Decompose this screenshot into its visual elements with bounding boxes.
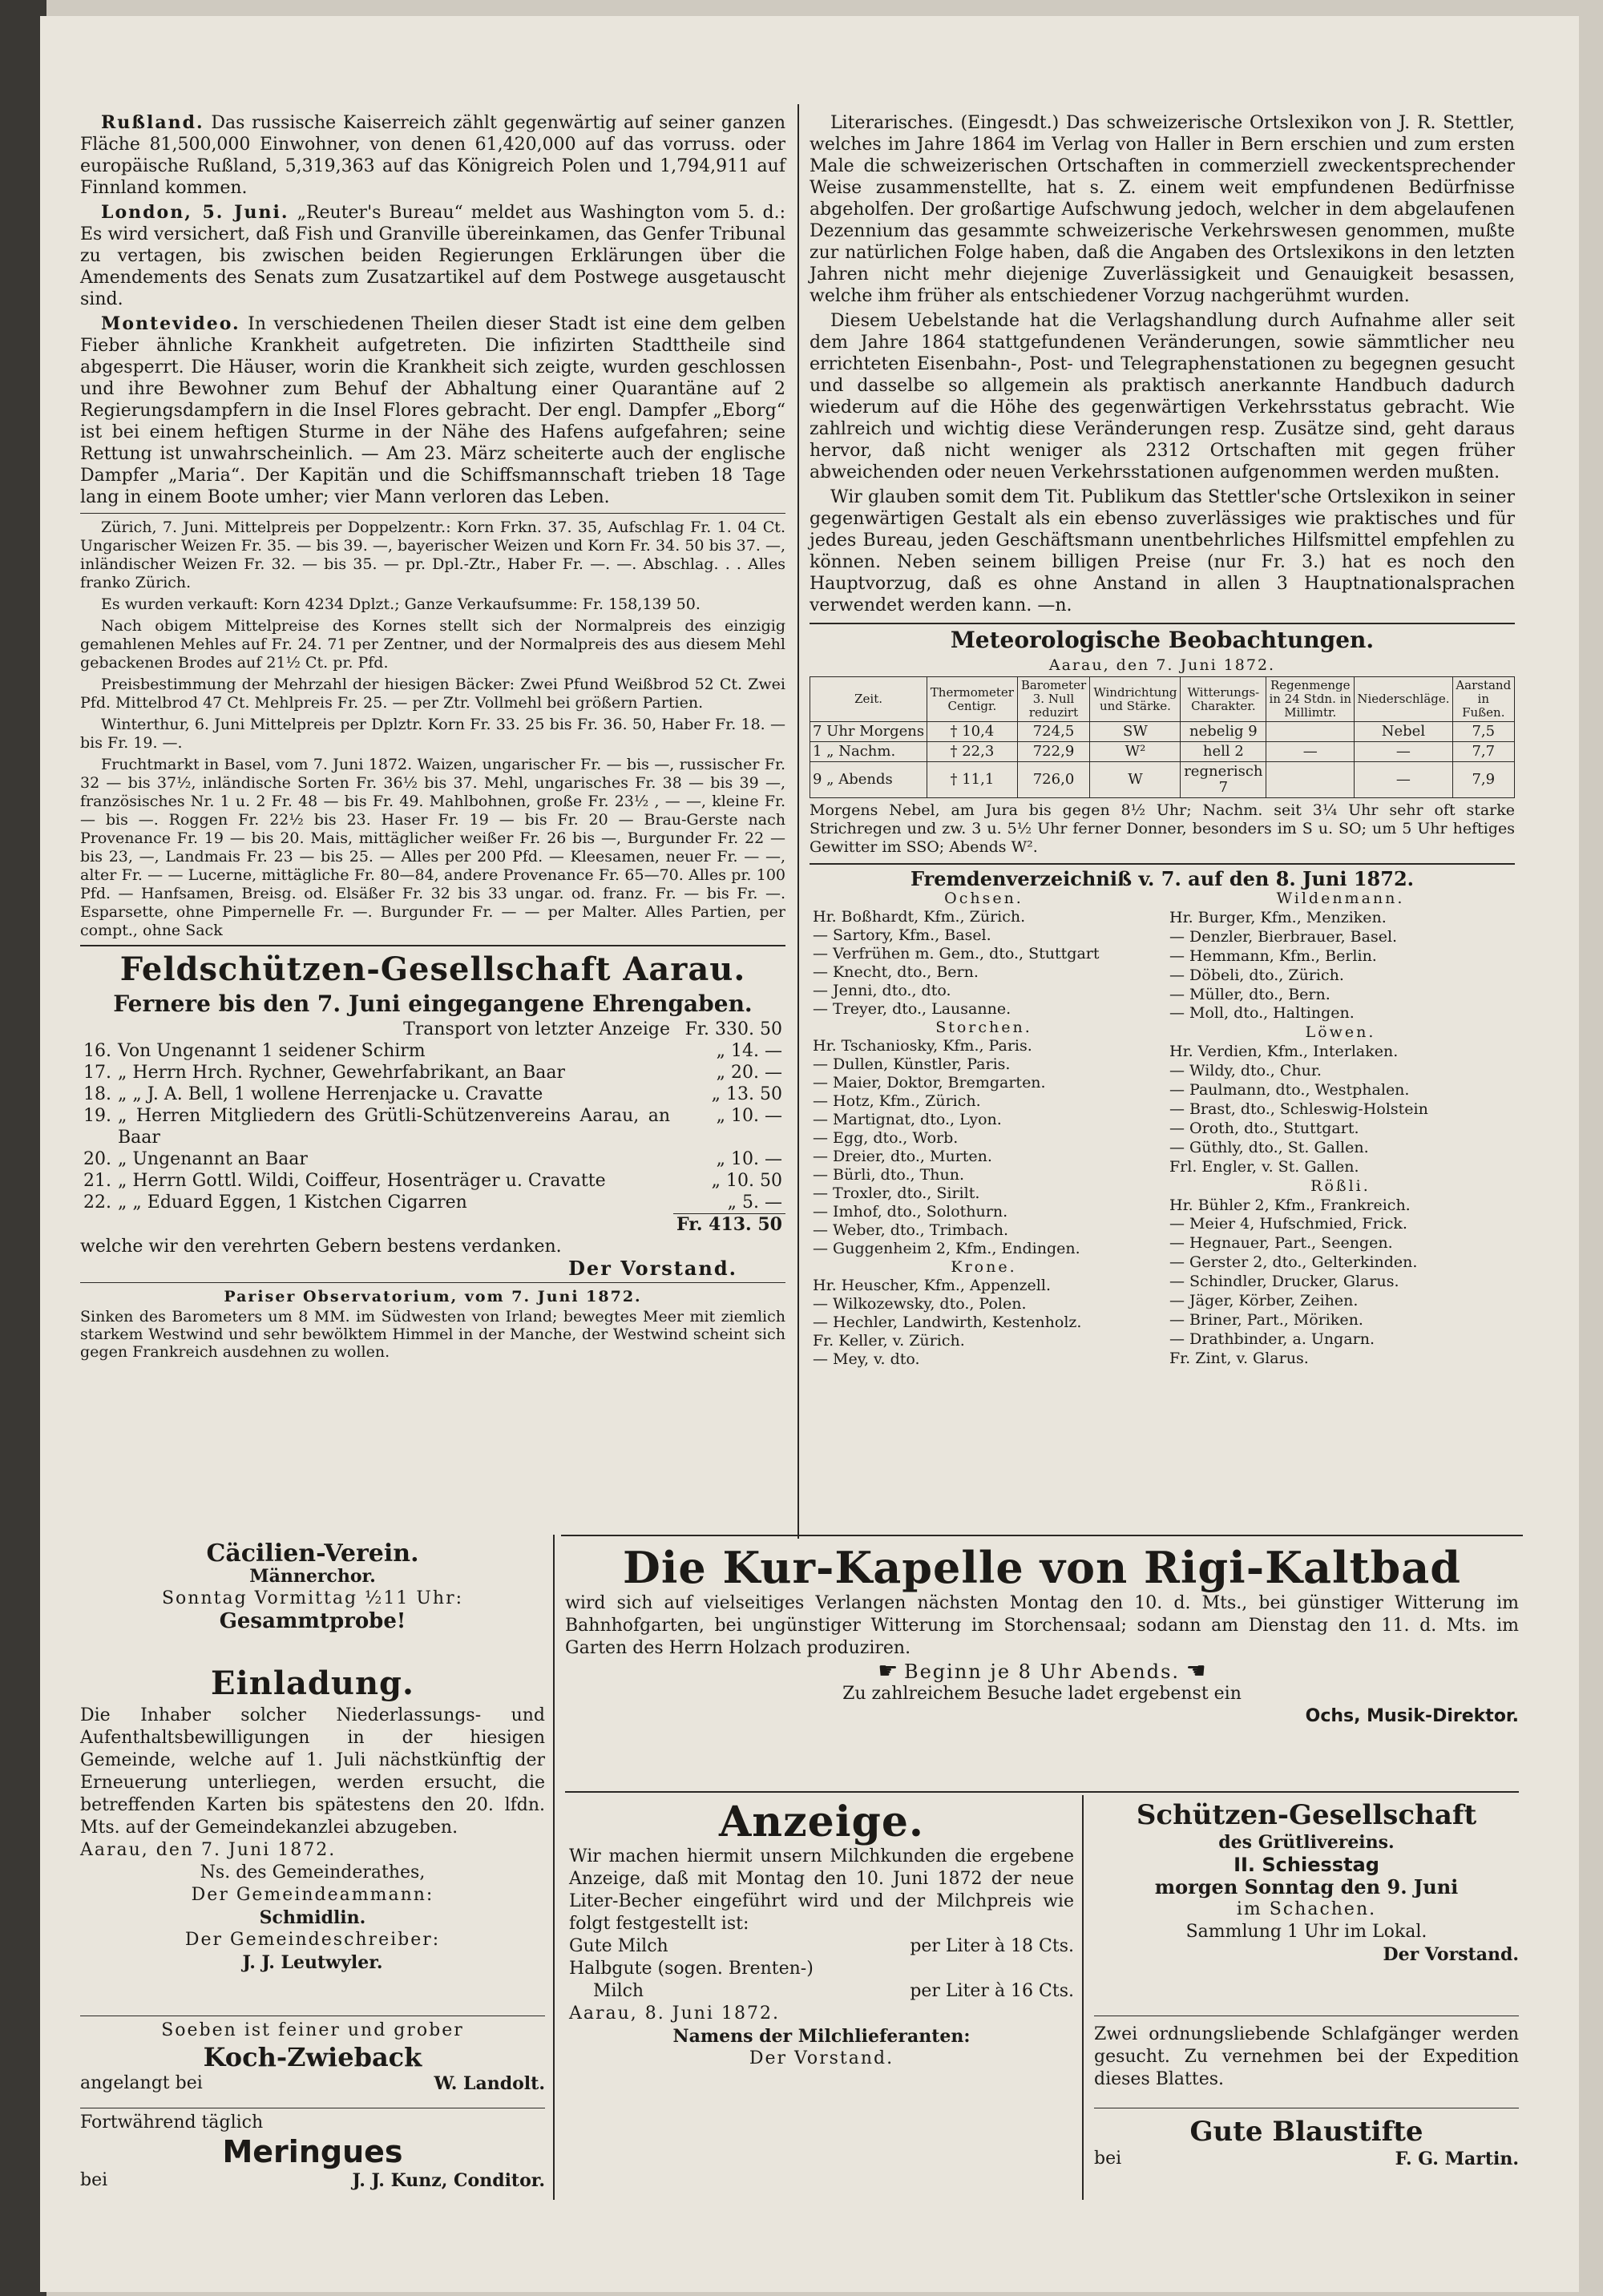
list-item: Hr. Heuscher, Kfm., Appenzell. (813, 1277, 1051, 1294)
einladung-role1: Der Gemeindeammann: (191, 1885, 434, 1905)
zwieback-line: Soeben ist feiner und grober (161, 2020, 464, 2040)
schuetzen-when: morgen Sonntag den 9. Juni (1154, 1875, 1459, 1899)
list-item: — Hechler, Landwirth, Kestenholz. (813, 1313, 1082, 1331)
list-item: Hr. Tschaniosky, Kfm., Paris. (813, 1037, 1032, 1055)
feld-title: Feldschützen-Gesellschaft Aarau. (119, 950, 746, 988)
paris-title: Pariser Observatorium, vom 7. Juni 1872. (224, 1288, 642, 1305)
list-item: — Briner, Part., Möriken. (1169, 1310, 1363, 1329)
list-item: — Drathbinder, a. Ungarn. (1169, 1330, 1375, 1348)
list-item: — Imhof, dto., Solothurn. (813, 1203, 1008, 1221)
table-row: 1 „ Nachm. † 22,3 722,9 W² hell 2 — — 7,7 (810, 742, 1515, 762)
schlaf-ad (1094, 2024, 1519, 2091)
list-item: — Weber, dto., Trimbach. (813, 1221, 1009, 1239)
list-item: — Maier, Doktor, Bremgarten. (813, 1074, 1046, 1092)
list-item: — Güthly, dto., St. Gallen. (1169, 1138, 1369, 1156)
meteo-subtitle: Aarau, den 7. Juni 1872. (1048, 656, 1276, 674)
list-item: — Denzler, Bierbrauer, Basel. (1169, 927, 1398, 946)
fremden-title: Fremdenverzeichniß v. 7. auf den 8. Juni 1872. (911, 867, 1414, 890)
feld-thanks: welche wir den verehrten Gebern bestens verdanken. (80, 1237, 562, 1257)
news-london: London, 5. Juni. „Reuter's Bureau“ meldet aus Washington vom 5. d.: Es wird versichert, daß Fish und Granville übereinkamen, das Genfer Tribunal zu vertagen, bis zwischen beiden Regierungen Erklärungen über die Amendements des Senats zum Zusatzartikel auf dem Postwege ausgetauscht sind. (80, 202, 785, 309)
news-montevideo: Montevideo. In verschiedenen Theilen dieser Stadt ist eine dem gelben Fieber ähnliche Krankheit aufgetreten. Die infizirten Stadttheile sind abgesperrt. Die Häuser, worin die Krankheit sich zeigte, wurden geschlossen und ihre Bewohner zum Behuf der Abhaltung einer Quarantäne auf 2 Regierungsdampfern in die Insel Flores gebracht. Der engl. Dampfer „Eborg“ ist bei einem heftigen Sturme in der Nähe des Hafens aufgefahren; seine Rettung ist unwahrscheinlich. — Am 23. März scheiterte auch der englische Dampfer „Maria“. Der Kapitän und die Schiffsmannschaft trieben 18 Tage lang in einem Boote umher; vier Mann verloren das Leben. (80, 313, 786, 507)
meringues-ad (80, 2112, 545, 2192)
market-sales: Es wurden verkauft: Korn 4234 Dplzt.; Ganze Verkaufsumme: Fr. 158,139 50. (101, 595, 701, 613)
table-row: 22. „ „ Eduard Eggen, 1 Kistchen Cigarren „ 5. — (83, 1192, 782, 1213)
caecilien-sub: Männerchor. (249, 1566, 376, 1587)
milk-title: Anzeige. (718, 1798, 925, 1846)
schuetzen-ad (1094, 1799, 1519, 1966)
list-item: — Egg, dto., Worb. (813, 1129, 959, 1147)
kurkapelle-begin: Beginn je 8 Uhr Abends. (903, 1660, 1181, 1683)
einladung-by: Ns. des Gemeinderathes, (200, 1862, 426, 1882)
list-item: — Bürli, dto., Thun. (813, 1166, 964, 1184)
meteo-table (810, 676, 1515, 798)
blau-ad (1094, 2116, 1519, 2170)
einladung-name2: J. J. Leutwyler. (242, 1952, 383, 1973)
list-item: — Verfrühen m. Gem., dto., Stuttgart (813, 945, 1100, 962)
einladung-role2: Der Gemeindeschreiber: (184, 1930, 441, 1950)
list-item: — Wildy, dto., Chur. (1169, 1062, 1322, 1080)
blau-seller: F. G. Martin. (1395, 2149, 1519, 2169)
schlaf-text: Zwei ordnungsliebende Schlafgänger werden gesucht. Zu vernehmen bei der Expedition dieses Blattes. (1094, 2024, 1519, 2089)
table-row: 9 „ Abends † 11,1 726,0 W regnerisch 7 — 7,9 (810, 762, 1515, 798)
market-winterthur: Winterthur, 6. Juni Mittelpreis per Dplztr. Korn Fr. 33. 25 bis Fr. 36. 50, Haber Fr. 18. — bis Fr. 19. —. (80, 716, 785, 752)
schuetzen-meet: Sammlung 1 Uhr im Lokal. (1185, 1922, 1427, 1942)
list-item: — Treyer, dto., Lausanne. (813, 1000, 1011, 1018)
list-item: — Meier 4, Hufschmied, Frick. (1169, 1215, 1407, 1233)
list-item: — Gerster 2, dto., Gelterkinden. (1169, 1253, 1418, 1272)
fremden-right (1166, 890, 1515, 1369)
milk-text: Wir machen hiermit unsern Milchkunden die ergebene Anzeige, daß mit Montag den 10. Juni 1872 der neue Liter-Becher eingeführt wird und der Milchpreis wie folgt festgestellt ist: (569, 1846, 1074, 1934)
zwieback-product: Koch-Zwieback (203, 2042, 422, 2072)
list-item: — Hemmann, Kfm., Berlin. (1169, 946, 1377, 965)
list-item: — Jenni, dto., dto. (813, 982, 951, 999)
pointing-hand-icon: ☛ (878, 1657, 898, 1684)
list-item: — Martignat, dto., Lyon. (813, 1111, 1002, 1128)
list-item: — Schindler, Drucker, Glarus. (1169, 1273, 1399, 1291)
caecilien-line: Sonntag Vormittag ½11 Uhr: (161, 1588, 464, 1608)
list-item: — Jäger, Körber, Zeihen. (1169, 1292, 1359, 1310)
einladung-title: Einladung. (211, 1664, 414, 1702)
market-basel: Fruchtmarkt in Basel, vom 7. Juni 1872. Waizen, ungarischer Fr. — bis —, russischer Fr. 32 — bis 37½, inländische Sorten Fr. 36½ bis 37. Mehl, ungarisches Fr. 38 — bis 39 —, französisches Nr. 1 u. 2 Fr. 48 — bis Fr. 49. Mahlbohnen, große Fr. 23½ , — —, kleine Fr. — bis —. Roggen Fr. 22½ bis 23. Haser Fr. 19 — bis Fr. 20 — Brau-Gerste nach Provenance Fr. 19 — bis 20. Mais, mittäglicher weißer Fr. 26 bis —, Burgunder Fr. 22 — bis 23, —, Landmais Fr. 23 — bis 25. — Alles per 200 Pfd. — Kleesamen, neuer Fr. — —, alter Fr. — — Lucerne, mittägliche Fr. 80—84, andere Provenance Fr. 65—70. Alles pr. 100 Pfd. — Hanfsamen, Breisg. od. Elsäßer Fr. 32 bis 33 ungar. od. franz. Fr. — bis Fr. —. Esparsette, ohne Pimpernelle Fr. —. Burgunder Fr. — — per Malter. Alles Partien, per compt., ohne Sack (80, 756, 785, 939)
paris-text: Sinken des Barometers um 8 MM. im Südwesten von Irland; bewegtes Meer mit ziemlich starkem Westwind und sehr bewölktem Himmel in der Manche, der Westwind scheint sich gegen Frankreich ausdehnen zu wollen. (80, 1308, 785, 1361)
kurkapelle-title: Die Kur-Kapelle von Rigi-Kaltbad (622, 1542, 1461, 1593)
milk-by: Namens der Milchlieferanten: (672, 2026, 971, 2047)
table-row: Transport von letzter Anzeige Fr. 330. 50 (403, 1019, 782, 1039)
table-row: 19. „ Herren Mitgliedern des Grütli-Schützenvereins Aarau, an Baar „ 10. — (83, 1106, 782, 1148)
einladung-ad (80, 1663, 545, 1974)
list-item: Hr. Verdien, Kfm., Interlaken. (1169, 1043, 1399, 1061)
milk-price-label: Gute Milch (569, 1936, 668, 1956)
list-item: Fr. Zint, v. Glarus. (1169, 1349, 1309, 1367)
kurkapelle-ad (565, 1543, 1519, 1728)
list-heading: Storchen. (935, 1019, 1032, 1036)
milk-price: per Liter à 18 Cts. (910, 1936, 1074, 1956)
zwieback-seller: W. Landolt. (434, 2073, 545, 2094)
literary-notice-3: Wir glauben somit dem Tit. Publikum das Stettler'sche Ortslexikon in seiner gegenwärtigen Gestalt als ein ebenso zuverlässiges wie praktisches und für jedes Bureau, jeden Geschäftsmann unentbehrliches Hilfsmittel empfehlen zu können. Neben seinem billigen Preise (nur Fr. 3.) hat es noch den Hauptvorzug, daß es ohne Anstand in allen 3 Hauptnationalsprachen verwendet werden kann. —n. (810, 487, 1515, 615)
list-heading: Rößli. (1310, 1176, 1371, 1195)
table-row: 20. „ Ungenannt an Baar „ 10. — (83, 1149, 782, 1169)
meringues-line: Fortwährend täglich (80, 2112, 264, 2133)
list-heading: Löwen. (1305, 1023, 1376, 1042)
list-heading: Ochsen. (944, 890, 1024, 907)
literary-notice-1: Literarisches. (Eingesdt.) Das schweizerische Ortslexikon von J. R. Stettler, welches im Jahre 1864 im Verlag von Haller in Bern erschien und zum ersten Male die schweizerischen Ortschaften in commerziell zweckentsprechender Weise zusammenstellte, hat s. Z. einem weit empfundenen Bedürfnisse abgeholfen. Der großartige Aufschwung jedoch, welcher in dem abgelaufenen Dezennium das gesammte schweizerische Verkehrswesen genommen, mußte zur natürlichen Folge haben, daß die Angaben des Ortslexikons in den letzten Jahren nicht mehr diejenige Zuverlässigkeit und Genauigkeit besassen, welche ihm früher als entschiedener Vorzug nachgerühmt wurden. (810, 113, 1515, 306)
rule-under-kapelle (565, 1791, 1519, 1793)
list-item: Frl. Engler, v. St. Gallen. (1169, 1157, 1359, 1176)
list-item: Hr. Bühler 2, Kfm., Frankreich. (1169, 1196, 1411, 1214)
list-item: — Oroth, dto., Stuttgart. (1169, 1119, 1359, 1137)
milk-price-label-3: Milch (593, 1981, 644, 2001)
list-item: — Knecht, dto., Bern. (813, 963, 979, 981)
newspaper-page (40, 16, 1579, 2292)
einladung-text: Die Inhaber solcher Niederlassungs- und Aufenthaltsbewilligungen in der hiesigen Gemeinde, welche auf 1. Juli nächstkünftig der Erneuerung unterliegen, werden ersucht, die betreffenden Karten bis spätestens den 20. lfdn. Mts. auf der Gemeindekanzlei abzugeben. (80, 1705, 545, 1838)
list-item: — Mey, v. dto. (813, 1350, 920, 1368)
table-row: Fr. 413. 50 (80, 1214, 785, 1237)
milk-price-3: per Liter à 16 Cts. (910, 1981, 1074, 2001)
schuetzen-title: Schützen-Gesellschaft (1136, 1799, 1477, 1831)
zwieback-arrived: angelangt bei (80, 2073, 203, 2093)
caecilien-ad (80, 1539, 545, 1633)
list-item: — Döbeli, dto., Zürich. (1169, 966, 1344, 984)
meringues-seller: J. J. Kunz, Conditor. (352, 2170, 545, 2191)
market-zuerich: Zürich, 7. Juni. Mittelpreis per Doppelzentr.: Korn Frkn. 37. 35, Aufschlag Fr. 1. 04 Ct. Ungarischer Weizen Fr. 35. — bis 39. —, bayerischer Weizen und Korn Fr. 34. 50 bis 37. —, inländischer Weizen Fr. 32. — bis 35. — pr. Dpl.-Ztr., Haber Fr. —. —. Abschlag. . . Alles franko Zürich. (80, 519, 785, 591)
meringues-product: Meringues (222, 2134, 403, 2169)
left-column (80, 112, 785, 1361)
blau-title: Gute Blaustifte (1189, 2116, 1423, 2148)
donations-table (80, 1019, 785, 1236)
list-item: — Hotz, Kfm., Zürich. (813, 1092, 981, 1110)
schuetzen-day: II. Schiesstag (1234, 1854, 1379, 1876)
news-russland: Rußland. Das russische Kaiserreich zählt gegenwärtig auf seiner ganzen Fläche 81,500,000 Einwohner, von denen 61,420,000 auf das vorruss. oder europäische Rußland, 5,319,363 auf das Königreich Polen und 1,794,911 auf Finnland kommen. (80, 112, 785, 198)
list-item: — Dreier, dto., Murten. (813, 1148, 992, 1165)
ads-left-divider (553, 1535, 555, 2200)
list-item: — Dullen, Künstler, Paris. (813, 1055, 1011, 1073)
table-row: 7 Uhr Morgens † 10,4 724,5 SW nebelig 9 Nebel 7,5 (810, 722, 1515, 742)
pointing-hand-icon: ☚ (1185, 1657, 1206, 1684)
table-row: 21. „ Herrn Gottl. Wildi, Coiffeur, Hosenträger u. Cravatte „ 10. 50 (83, 1171, 782, 1191)
milk-date: Aarau, 8. Juni 1872. (569, 2003, 780, 2024)
fremden-left (810, 890, 1158, 1369)
meringues-at: bei (80, 2170, 108, 2190)
kurkapelle-invite: Zu zahlreichem Besuche ladet ergebenst ein (842, 1684, 1242, 1704)
table-row: 16. Von Ungenannt 1 seidener Schirm „ 14. — (83, 1041, 782, 1061)
list-item: — Wilkozewsky, dto., Polen. (813, 1295, 1027, 1313)
einladung-name1: Schmidlin. (259, 1907, 366, 1928)
milk-sign: Der Vorstand. (749, 2048, 894, 2068)
feld-subtitle: Fernere bis den 7. Juni eingegangene Ehrengaben. (113, 991, 753, 1017)
column-divider (797, 104, 799, 1539)
list-item: Fr. Keller, v. Zürich. (813, 1332, 965, 1350)
list-item: — Hegnauer, Part., Seengen. (1169, 1234, 1393, 1253)
table-row: 18. „ „ J. A. Bell, 1 wollene Herrenjacke u. Cravatte „ 13. 50 (83, 1084, 782, 1104)
list-item: — Moll, dto., Haltingen. (1169, 1004, 1355, 1023)
list-heading: Krone. (951, 1258, 1017, 1276)
blau-at: bei (1094, 2149, 1122, 2169)
meteo-note: Morgens Nebel, am Jura bis gegen 8½ Uhr; Nachm. seit 3¼ Uhr sehr oft starke Strichregen und zw. 3 u. 5½ Uhr ferner Donner, besonders im S u. SO; um 5 Uhr heftiges Gewitter im SSO; Abends W². (810, 801, 1515, 856)
list-item: — Müller, dto., Bern. (1169, 985, 1330, 1003)
list-item: — Troxler, dto., Sirilt. (813, 1184, 980, 1202)
schuetzen-where: im Schachen. (1236, 1899, 1377, 1919)
kurkapelle-text: wird sich auf vielseitiges Verlangen nächsten Montag den 10. d. Mts., bei günstiger Witterung im Bahnhofgarten, bei ungünstiger Witterung im Storchensaal; sodann am Dienstag den 11. d. Mts. im Garten des Herrn Holzach produziren. (565, 1593, 1519, 1658)
list-item: — Paulmann, dto., Westphalen. (1169, 1081, 1410, 1100)
meteo-title: Meteorologische Beobachtungen. (950, 627, 1375, 653)
list-heading: Wildenmann. (1276, 890, 1405, 907)
list-item: Hr. Burger, Kfm., Menziken. (1169, 908, 1387, 926)
table-row: 17. „ Herrn Hrch. Rychner, Gewehrfabrikant, an Baar „ 20. — (83, 1063, 782, 1083)
list-item: — Guggenheim 2, Kfm., Endingen. (813, 1240, 1080, 1257)
zwieback-ad (80, 2020, 545, 2095)
schuetzen-sub: des Grütlivereins. (1218, 1832, 1395, 1853)
list-item: Hr. Boßhardt, Kfm., Zürich. (813, 908, 1026, 926)
market-normal: Nach obigem Mittelpreise des Kornes stellt sich der Normalpreis des einzigig gemahlenen Mehles auf Fr. 24. 71 per Zentner, und der Normalpreis des aus diesem Mehl gebackenen Brodes auf 21½ Ct. pr. Pfd. (80, 617, 785, 672)
literary-notice-2: Diesem Uebelstande hat die Verlagshandlung durch Aufnahme aller seit dem Jahre 1864 stattgefundenen Veränderungen, sowie sämmtlicher neu errichteten Eisenbahn-, Post- und Telegraphenstationen zu begegnen gesucht und dasselbe so allgemein als praktisch anerkannte Handbuch dadurch wiederum auf die Höhe des gegenwärtigen Verkehrsstatus gebracht. Wie zahlreich und wichtig diese Veränderungen resp. Zusätze sind, geht daraus hervor, daß nicht weniger als 2312 Ortschaften mit gegen früher abweichenden oder neuen Verkehrsstationen aufgenommen werden mußten. (810, 311, 1515, 482)
ads-top-rule (561, 1535, 1523, 1536)
milk-price-label-2: Halbgute (sogen. Brenten-) (569, 1959, 814, 1979)
feld-sign: Der Vorstand. (568, 1257, 737, 1280)
ads-mid-divider (1082, 1795, 1084, 2200)
kurkapelle-sign: Ochs, Musik-Direktor. (1305, 1706, 1519, 1726)
table-header: Zeit. Thermometer Centigr. Barometer 3. Null reduzirt Windrichtung und Stärke. Witterungs-Charakter. Regenmenge in 24 Stdn. in Millimtr. Niederschläge. Aarstand in Fußen. (810, 677, 1515, 722)
caecilien-event: Gesammtprobe! (219, 1609, 406, 1633)
milk-ad (569, 1799, 1074, 2070)
right-column (810, 112, 1515, 1369)
list-item: — Sartory, Kfm., Basel. (813, 926, 991, 944)
market-baker: Preisbestimmung der Mehrzahl der hiesigen Bäcker: Zwei Pfund Weißbrod 52 Ct. Zwei Pfd. Mittelbrod 47 Ct. Mehlpreis Fr. 25. — per Ztr. Vollmehl bei größern Partien. (80, 676, 785, 712)
einladung-date: Aarau, den 7. Juni 1872. (80, 1840, 337, 1860)
schuetzen-sign: Der Vorstand. (1383, 1944, 1519, 1965)
caecilien-title: Cäcilien-Verein. (206, 1539, 419, 1568)
list-item: — Brast, dto., Schleswig-Holstein (1169, 1100, 1428, 1118)
